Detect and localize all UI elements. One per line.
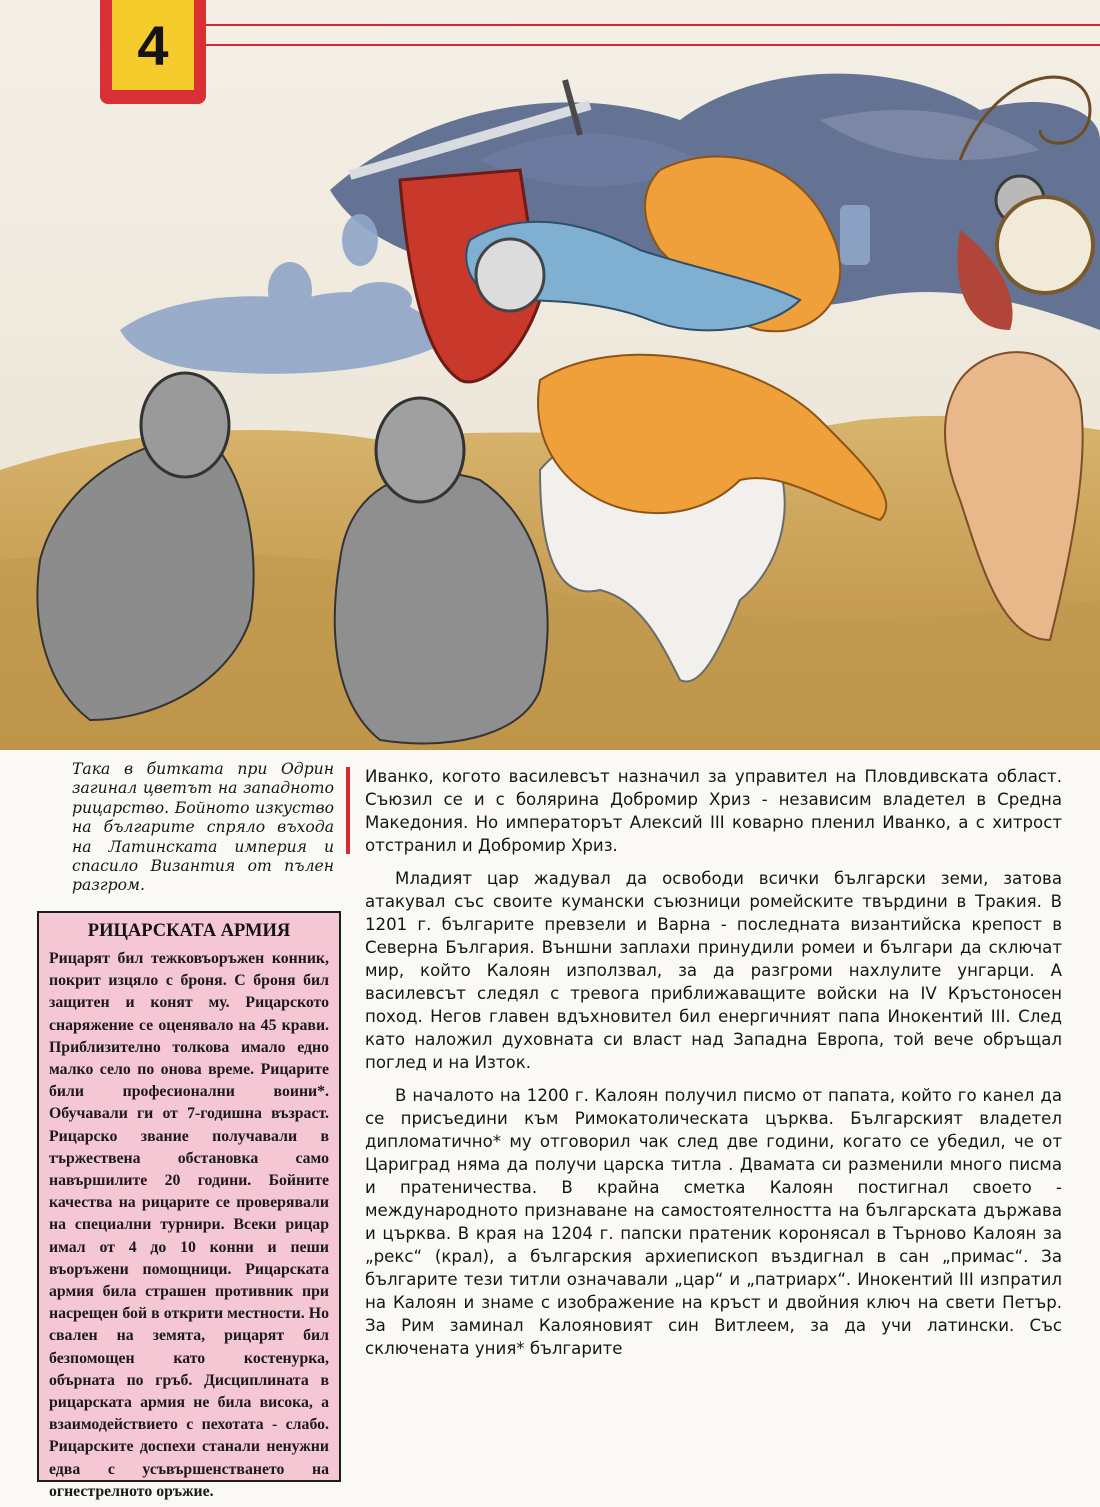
sidebar-box bbox=[37, 911, 341, 1500]
sidebar-title: РИЦАРСКАТА АРМИЯ bbox=[87, 921, 291, 941]
paragraph: Иванко, когото василевсът назначил за управител на Пловдивската област. Съюзил се и с болярина Добромир Хриз - независим владетел в Средна Македония. Но императорът Алексий III коварно пленил Иванко, а с хитрост отстранил и Добромир Хриз. bbox=[365, 767, 1062, 855]
header-rule-top bbox=[205, 24, 1100, 26]
paragraph: В началото на 1200 г. Калоян получил писмо от папата, който го канел да се присъедини към Римокатолическата църква. Българският владетел дипломатично* му отговорил чак след две години, когато се убедил, че от Цариград няма да получи царска титла . Двамата си разменили много писма и пратеничества. В крайна сметка Калоян постигнал своето - международното признаване на самостоятелността на българската държава и църква. В края на 1204 г. папски пратеник коронясал в Търново Калоян за „рекс“ (крал), а българския архиепископ въздигнал в сан „примас“. За българите тези титли означавали „цар“ и „патриарх“. Инокентий III изпратил на Калоян и знаме с изображение на кръст и двойния ключ на свети Петър. За Рим заминал Калояновият син Витлеем, за да учи латински. Със сключената уния* българите bbox=[365, 1086, 1062, 1358]
red-accent-bar bbox=[346, 767, 350, 854]
header-rule-bottom bbox=[205, 44, 1100, 46]
battle-illustration bbox=[0, 0, 1100, 750]
main-article bbox=[365, 765, 1062, 1370]
chapter-badge bbox=[100, 0, 206, 104]
sidebar-text: Рицарят бил тежковъоръжен конник, покрит изцяло с броня. С броня бил защитен и конят му. Рицарското снаряжение се оценявало на 45 крави. Приблизително толкова имало едно малко село по онова време. Рицарите били професионални воини*. Обучавали ги от 7-годишна възраст. Рицарско звание получавали в тържествена обстановка само навършилите 20 години. Бойните качества на рицарите се проверявали на специални турнири. Всеки рицар имал от 4 до 10 конни и пеши въоръжени помощници. Рицарската армия била страшен противник при насрещен бой в открити местности. Но свален на земята, рицарят бил безпомощен като костенурка, обърната по гръб. Дисциплината в рицарската армия не била висока, а взаимодействието с пехотата - слабо. Рицарските доспехи станали ненужни едва с усъвършенстването на огнестрелното оръжие. bbox=[49, 950, 329, 1500]
illustration-caption: Така в битката при Одрин загинал цветът на западното рицарство. Бойното изкуство на българите спряло въхода на Латинската империя и спасило Византия от пълен разгром. bbox=[72, 760, 334, 895]
paragraph: Младият цар жадувал да освободи всички български земи, затова атакувал със своите кумански съюзници ромейските твърдини в Тракия. В 1201 г. българите превзели и Варна - последната византийска крепост в Северна България. Външни заплахи принудили ромеи и българи да сключат мир, който Калоян използвал, за да разгроми нахлулите унгарци. А василевсът следял с тревога приближаващите войски на IV Кръстоносен поход. Негов главен вдъхновител бил енергичният папа Инокентий III. След като наложил духовната си власт над Западна Европа, той вече обръщал поглед и на Изток. bbox=[365, 869, 1062, 1072]
chapter-number: 4 bbox=[112, 0, 194, 90]
